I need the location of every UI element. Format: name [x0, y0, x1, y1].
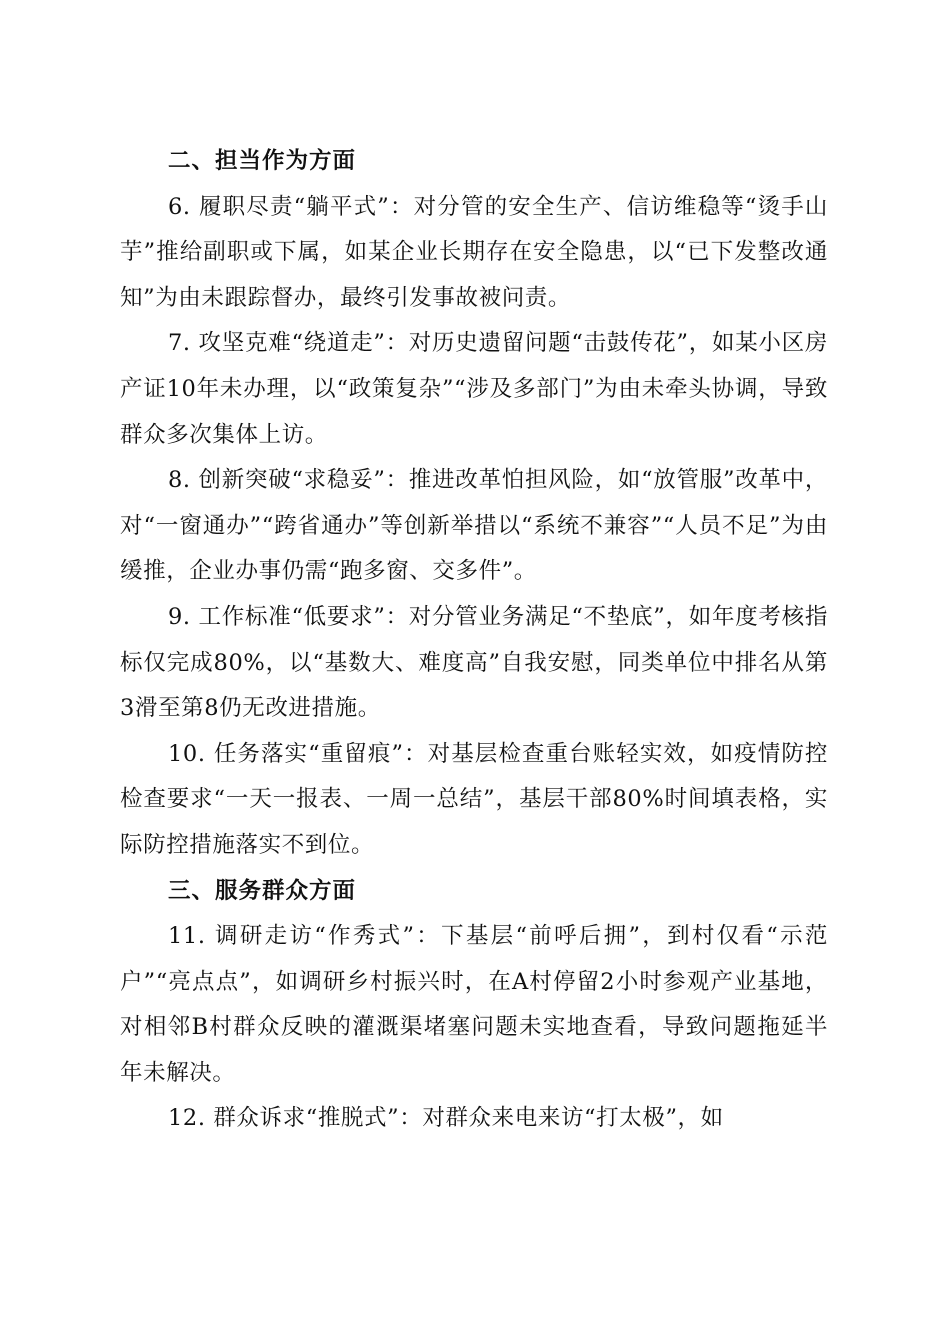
document-body: [120, 139, 828, 1142]
section-heading-service: 三、服务群众方面: [168, 877, 357, 904]
paragraph-item-7: 7. 攻坚克难“绕道走”：对历史遗留问题“击鼓传花”，如某小区房产证10年未办理，以“政策复杂”“涉及多部门”为由未牵头协调，导致群众多次集体上访。: [120, 330, 828, 448]
section-heading-duty: 二、担当作为方面: [168, 148, 357, 174]
paragraph-item-11: 11. 调研走访“作秀式”：下基层“前呼后拥”，到村仅看“示范户”“亮点点”，如调研乡村振兴时，在A村停留2小时参观产业基地，对相邻B村群众反映的灌溉渠堵塞问题未实地查看，导致问题拖延半年未解决。: [120, 923, 828, 1086]
paragraph-item-12: 12. 群众诉求“推脱式”：对群众来电来访“打太极”，如: [168, 1105, 724, 1132]
paragraph-item-8: 8. 创新突破“求稳妥”：推进改革怕担风险，如“放管服”改革中，对“一窗通办”“跨省通办”等创新举措以“系统不兼容”“人员不足”为由缓推，企业办事仍需“跑多窗、交多件”。: [120, 467, 828, 585]
paragraph-item-9: 9. 工作标准“低要求”：对分管业务满足“不垫底”，如年度考核指标仅完成80%，以“基数大、难度高”自我安慰，同类单位中排名从第3滑至第8仍无改进措施。: [120, 603, 828, 722]
paragraph-item-10: 10. 任务落实“重留痕”：对基层检查重台账轻实效，如疫情防控检查要求“一天一报表、一周一总结”，基层干部80%时间填表格，实际防控措施落实不到位。: [120, 740, 828, 858]
paragraph-item-6: 6. 履职尽责“躺平式”：对分管的安全生产、信访维稳等“烫手山芋”推给副职或下属，如某企业长期存在安全隐患，以“已下发整改通知”为由未跟踪督办，最终引发事故被问责。: [120, 193, 828, 311]
